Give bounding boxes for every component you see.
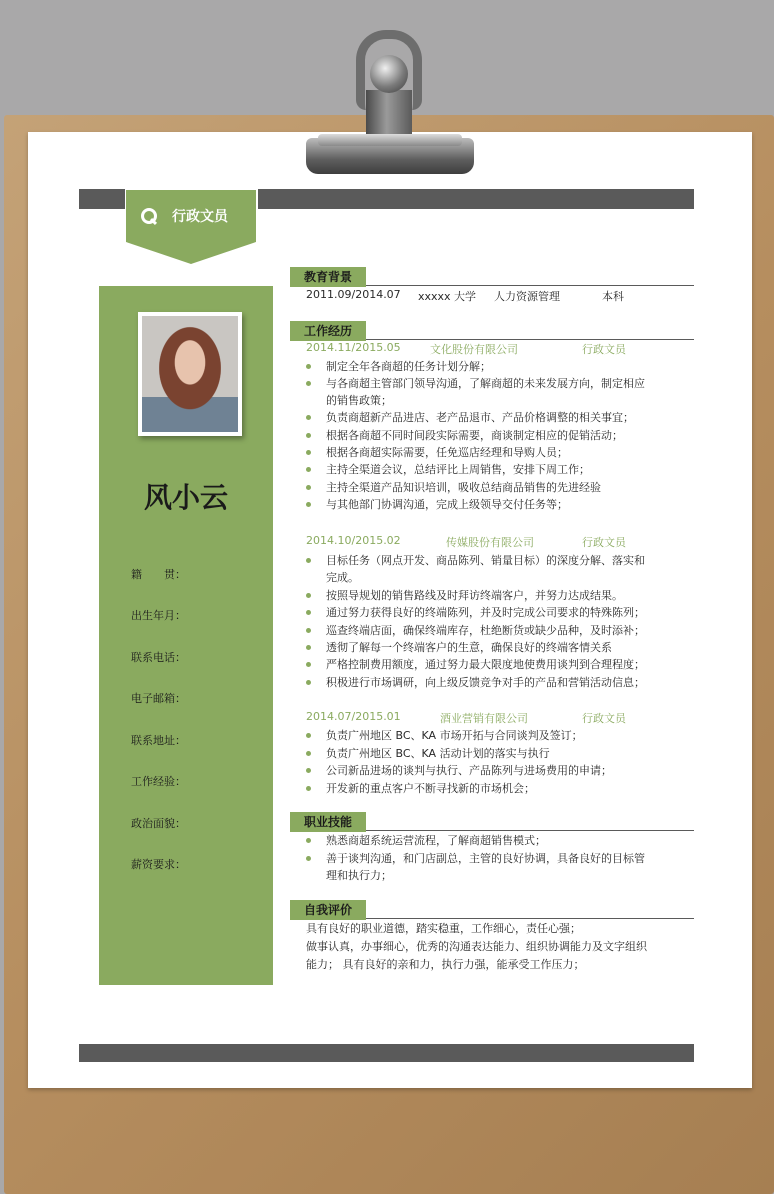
field-politics: 政治面貌： bbox=[131, 817, 186, 830]
section-title: 职业技能 bbox=[290, 812, 366, 832]
list-item: 通过努力获得良好的终端陈列，并及时完成公司要求的特殊陈列； bbox=[326, 606, 645, 619]
bullet bbox=[306, 662, 311, 667]
field-email: 电子邮箱： bbox=[131, 692, 186, 705]
top-bar-right bbox=[258, 189, 694, 209]
job-company: 传媒股份有限公司 bbox=[446, 536, 534, 549]
field-phone: 联系电话： bbox=[131, 651, 186, 664]
section-title: 工作经历 bbox=[290, 321, 366, 341]
job-role: 行政文员 bbox=[582, 343, 626, 356]
list-item: 主持全渠道产品知识培训，吸收总结商品销售的先进经验 bbox=[326, 481, 601, 494]
candidate-name: 风小云 bbox=[143, 481, 228, 514]
list-item: 理和执行力； bbox=[326, 869, 392, 882]
edu-period: 2011.09/2014.07 bbox=[306, 288, 401, 301]
job-company: 文化股份有限公司 bbox=[430, 343, 518, 356]
job-period: 2014.07/2015.01 bbox=[306, 710, 401, 723]
list-item: 负责广州地区 BC、KA 市场开拓与合同谈判及签订； bbox=[326, 729, 583, 742]
list-item: 开发新的重点客户不断寻找新的市场机会； bbox=[326, 782, 535, 795]
edu-degree: 本科 bbox=[602, 290, 624, 303]
section-title: 自我评价 bbox=[290, 900, 366, 920]
job-title: 行政文员 bbox=[172, 209, 228, 225]
bullet bbox=[306, 558, 311, 563]
list-item: 目标任务（网点开发、商品陈列、销量目标）的深度分解、落实和 bbox=[326, 554, 645, 567]
section-self-eval bbox=[290, 899, 694, 919]
search-icon bbox=[140, 207, 158, 225]
list-item: 积极进行市场调研，向上级反馈竞争对手的产品和营销活动信息； bbox=[326, 676, 645, 689]
list-item: 公司新品进场的谈判与执行、产品陈列与进场费用的申请； bbox=[326, 764, 612, 777]
field-address: 联系地址： bbox=[131, 734, 186, 747]
clip-knob-icon bbox=[370, 55, 408, 93]
list-item: 根据各商超实际需要，任免巡店经理和导购人员； bbox=[326, 446, 568, 459]
list-item: 与其他部门协调沟通，完成上级领导交付任务等； bbox=[326, 498, 568, 511]
list-item: 制定全年各商超的任务计划分解； bbox=[326, 360, 491, 373]
bullet bbox=[306, 450, 311, 455]
clip-body bbox=[366, 90, 412, 140]
job-tab-arrow bbox=[126, 242, 256, 264]
job-period: 2014.10/2015.02 bbox=[306, 534, 401, 547]
list-item: 巡查终端店面，确保终端库存，杜绝断货或缺少品种，及时添补； bbox=[326, 624, 645, 637]
bottom-bar bbox=[79, 1044, 694, 1062]
bullet bbox=[306, 838, 311, 843]
bullet bbox=[306, 415, 311, 420]
list-item: 透彻了解每一个终端客户的生意，确保良好的终端客情关系 bbox=[326, 641, 612, 654]
bullet bbox=[306, 610, 311, 615]
bullet bbox=[306, 364, 311, 369]
list-item: 负责商超新产品进店、老产品退市、产品价格调整的相关事宜； bbox=[326, 411, 634, 424]
profile-photo bbox=[138, 312, 242, 436]
list-item: 完成。 bbox=[326, 571, 359, 584]
avatar bbox=[142, 316, 238, 432]
field-hometown: 籍 贯： bbox=[131, 568, 186, 581]
bullet bbox=[306, 733, 311, 738]
job-role: 行政文员 bbox=[582, 712, 626, 725]
top-bar-left bbox=[79, 189, 125, 209]
bullet bbox=[306, 502, 311, 507]
bullet bbox=[306, 856, 311, 861]
list-item: 根据各商超不同时间段实际需要，商谈制定相应的促销活动； bbox=[326, 429, 623, 442]
bullet bbox=[306, 751, 311, 756]
job-period: 2014.11/2015.05 bbox=[306, 341, 401, 354]
job-company: 酒业营销有限公司 bbox=[440, 712, 528, 725]
bullet bbox=[306, 485, 311, 490]
list-item: 善于谈判沟通，和门店副总，主管的良好协调，具备良好的目标管 bbox=[326, 852, 645, 865]
job-title-tab bbox=[126, 190, 256, 242]
edu-major: 人力资源管理 bbox=[494, 290, 560, 303]
list-item: 熟悉商超系统运营流程，了解商超销售模式； bbox=[326, 834, 546, 847]
list-item: 主持全渠道会议，总结评比上周销售，安排下周工作； bbox=[326, 463, 590, 476]
clip-base-top bbox=[318, 134, 462, 146]
self-eval-line: 具有良好的职业道德，踏实稳重，工作细心，责任心强； bbox=[306, 922, 581, 935]
bullet bbox=[306, 593, 311, 598]
bullet bbox=[306, 768, 311, 773]
bullet bbox=[306, 645, 311, 650]
section-education bbox=[290, 266, 694, 286]
field-experience: 工作经验： bbox=[131, 775, 186, 788]
section-title: 教育背景 bbox=[290, 267, 366, 287]
job-role: 行政文员 bbox=[582, 536, 626, 549]
section-work bbox=[290, 320, 694, 340]
bullet bbox=[306, 786, 311, 791]
bullet bbox=[306, 433, 311, 438]
field-salary: 薪资要求： bbox=[131, 858, 186, 871]
bullet bbox=[306, 381, 311, 386]
section-skills bbox=[290, 811, 694, 831]
bullet bbox=[306, 628, 311, 633]
list-item: 按照导规划的销售路线及时拜访终端客户，并努力达成结果。 bbox=[326, 589, 623, 602]
bullet bbox=[306, 467, 311, 472]
self-eval-line: 做事认真，办事细心，优秀的沟通表达能力、组织协调能力及文字组织 bbox=[306, 940, 647, 953]
list-item: 负责广州地区 BC、KA 活动计划的落实与执行 bbox=[326, 747, 550, 760]
edu-school: xxxxx 大学 bbox=[418, 290, 477, 303]
self-eval-line: 能力； 具有良好的亲和力，执行力强，能承受工作压力； bbox=[306, 958, 585, 971]
list-item: 严格控制费用额度，通过努力最大限度地使费用谈判到合理程度； bbox=[326, 658, 645, 671]
list-item: 的销售政策； bbox=[326, 394, 392, 407]
list-item: 与各商超主管部门领导沟通，了解商超的未来发展方向，制定相应 bbox=[326, 377, 645, 390]
field-birth: 出生年月： bbox=[131, 609, 186, 622]
bullet bbox=[306, 680, 311, 685]
